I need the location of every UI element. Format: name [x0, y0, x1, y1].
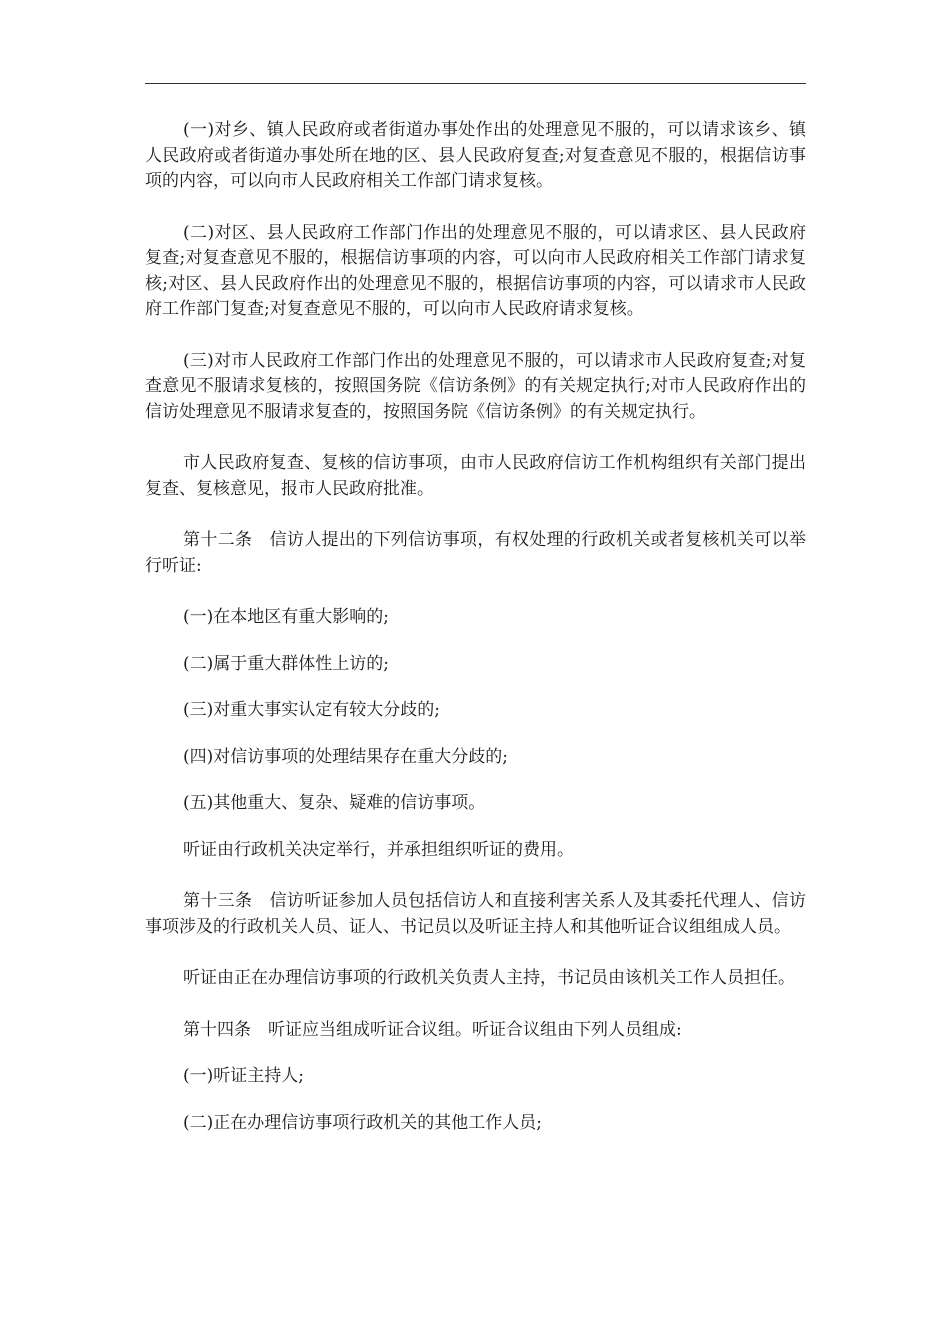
paragraph-1: (一)对乡、镇人民政府或者街道办事处作出的处理意见不服的，可以请求该乡、镇人民政府或者街道办事处所在地的区、县人民政府复查;对复查意见不服的，根据信访事项的内容，可以向市人民政府相关工作部门请求复核。: [145, 120, 806, 191]
article-12-item-2: (二)属于重大群体性上访的;: [183, 653, 389, 674]
article-12: 第十二条 信访人提出的下列信访事项，有权处理的行政机关或者复核机关可以举行听证:: [145, 530, 806, 576]
hearing-cost-paragraph: 听证由行政机关决定举行，并承担组织听证的费用。: [183, 839, 574, 860]
document-body: [145, 118, 806, 1136]
header-rule: [145, 83, 806, 84]
paragraph-2: (二)对区、县人民政府工作部门作出的处理意见不服的，可以请求区、县人民政府复查;对复查意见不服的，根据信访事项的内容，可以向市人民政府相关工作部门请求复核;对区、县人民政府作出的处理意见不服的，根据信访事项的内容，可以请求市人民政府工作部门复查;对复查意见不服的，可以向市人民政府请求复核。: [145, 222, 806, 319]
hearing-host-paragraph: 听证由正在办理信访事项的行政机关负责人主持，书记员由该机关工作人员担任。: [183, 968, 795, 988]
article-14-item-1: (一)听证主持人;: [183, 1066, 304, 1086]
article-12-item-4: (四)对信访事项的处理结果存在重大分歧的;: [183, 746, 508, 767]
article-12-item-3: (三)对重大事实认定有较大分歧的;: [183, 700, 440, 720]
article-13: 第十三条 信访听证参加人员包括信访人和直接利害关系人及其委托代理人、信访事项涉及的行政机关人员、证人、书记员以及听证主持人和其他听证合议组组成人员。: [145, 891, 806, 937]
paragraph-4: 市人民政府复查、复核的信访事项，由市人民政府信访工作机构组织有关部门提出复查、复核意见，报市人民政府批准。: [145, 453, 806, 499]
article-14-item-2: (二)正在办理信访事项行政机关的其他工作人员;: [183, 1112, 542, 1133]
article-14: 第十四条 听证应当组成听证合议组。听证合议组由下列人员组成:: [183, 1019, 682, 1040]
paragraph-3: (三)对市人民政府工作部门作出的处理意见不服的，可以请求市人民政府复查;对复查意见不服请求复核的，按照国务院《信访条例》的有关规定执行;对市人民政府作出的信访处理意见不服请求复查的，按照国务院《信访条例》的有关规定执行。: [145, 350, 806, 422]
article-12-item-5: (五)其他重大、复杂、疑难的信访事项。: [183, 793, 486, 813]
article-12-item-1: (一)在本地区有重大影响的;: [183, 607, 389, 627]
